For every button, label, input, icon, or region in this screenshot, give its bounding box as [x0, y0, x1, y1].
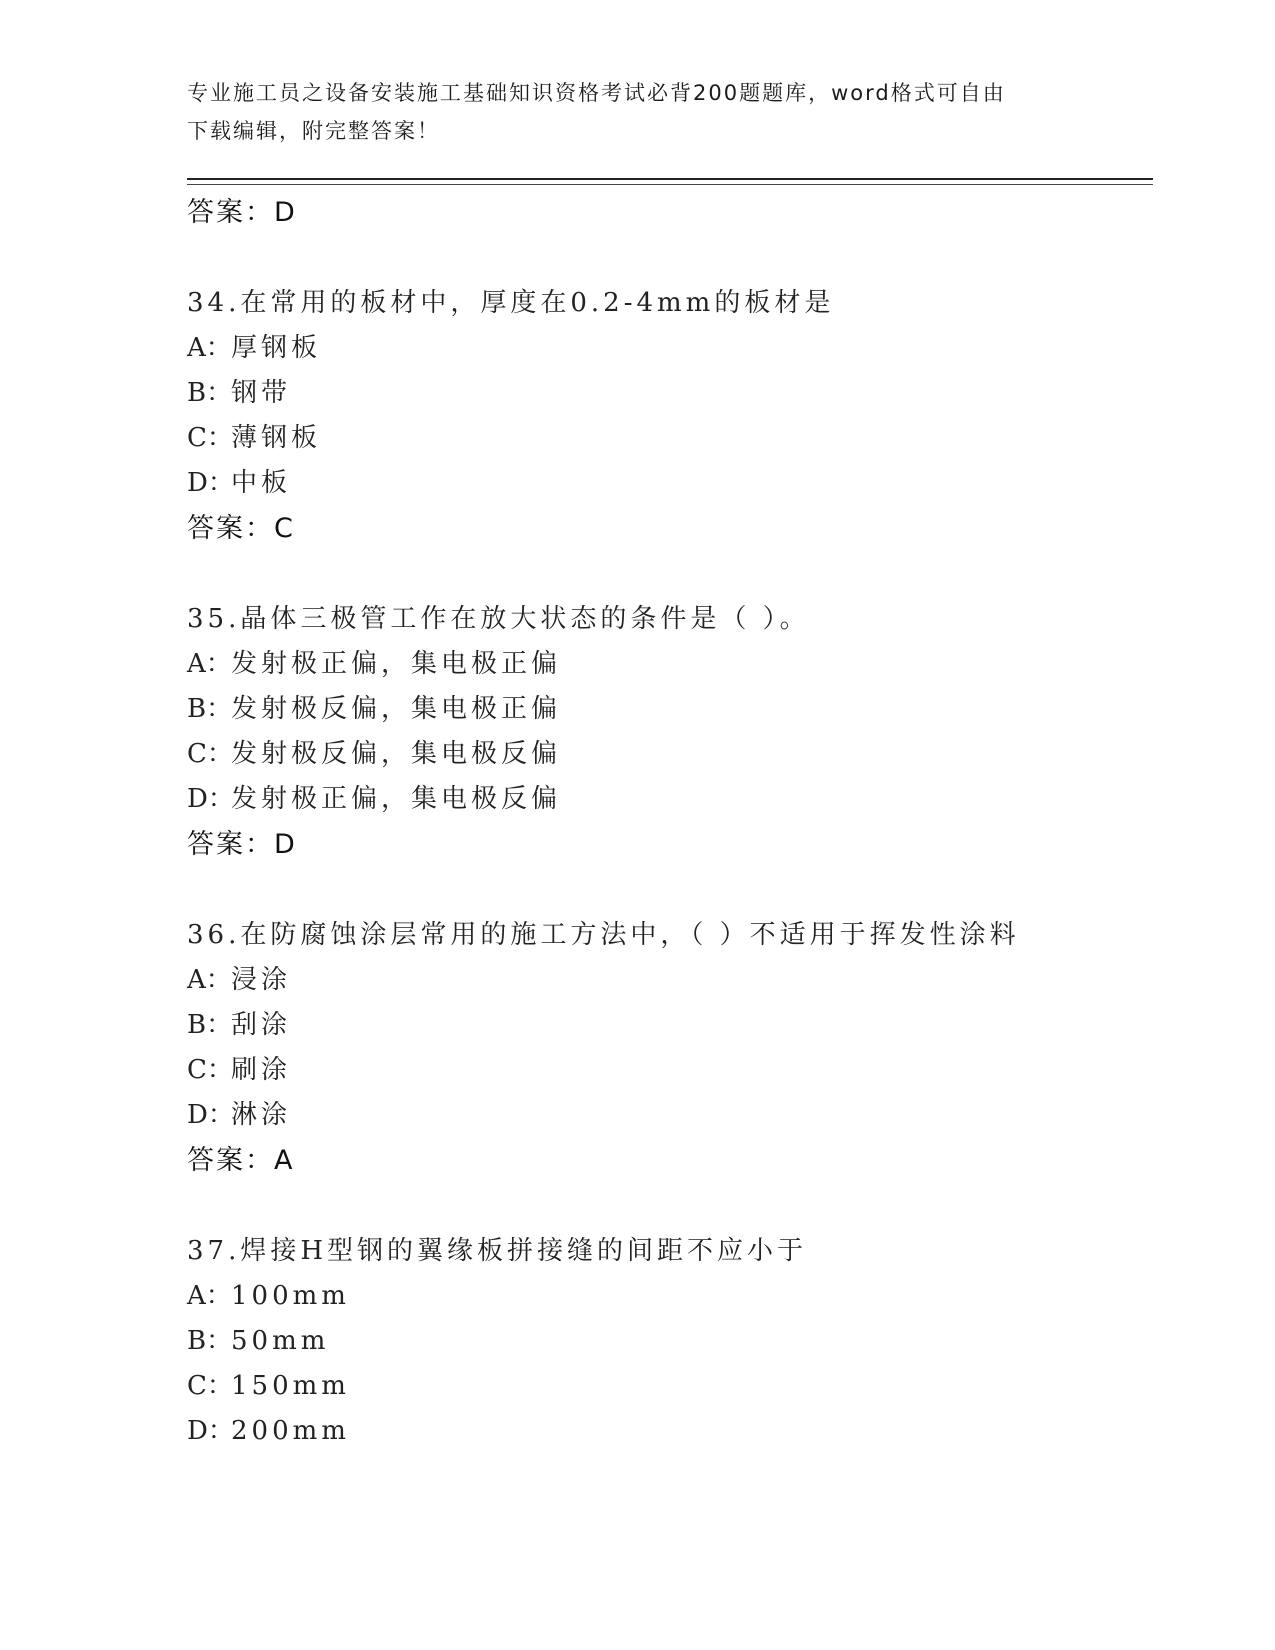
option-text: 发射极反偏，集电极反偏	[231, 739, 562, 769]
question-text: 35.晶体三极管工作在放大状态的条件是（ ）。	[187, 604, 810, 634]
option-letter: D：	[187, 468, 234, 498]
question-block	[187, 597, 1147, 867]
option-b	[187, 1319, 1147, 1364]
option-text: 刷涂	[231, 1055, 292, 1085]
option-text: 100mm	[231, 1281, 350, 1311]
answer-line: 答案：C	[187, 513, 295, 544]
option-letter: B：	[187, 1326, 233, 1356]
question-list	[187, 190, 1147, 1454]
option-a	[187, 958, 1147, 1003]
option-letter: D：	[187, 1100, 234, 1130]
answer-line: 答案：D	[187, 197, 297, 228]
question-text: 37.焊接H型钢的翼缘板拼接缝的间距不应小于	[187, 1236, 808, 1266]
option-text: 发射极正偏，集电极正偏	[231, 649, 562, 679]
option-c	[187, 416, 1147, 461]
option-c	[187, 1364, 1147, 1409]
header-divider-thick	[187, 178, 1153, 180]
question-block	[187, 1229, 1147, 1454]
option-c	[187, 1048, 1147, 1093]
question-block	[187, 281, 1147, 551]
option-text: 刮涂	[231, 1010, 292, 1040]
option-letter: B：	[187, 694, 233, 724]
option-text: 发射极正偏，集电极反偏	[231, 784, 562, 814]
option-letter: A：	[187, 965, 232, 995]
option-a	[187, 326, 1147, 371]
option-letter: D：	[187, 1416, 234, 1446]
option-text: 200mm	[231, 1416, 350, 1446]
option-c	[187, 732, 1147, 777]
option-letter: B：	[187, 1010, 233, 1040]
option-letter: C：	[187, 739, 233, 769]
option-d	[187, 1093, 1147, 1138]
header-divider-thin	[187, 184, 1153, 185]
option-letter: D：	[187, 784, 234, 814]
option-letter: A：	[187, 333, 232, 363]
option-text: 淋涂	[231, 1100, 292, 1130]
option-text: 薄钢板	[231, 423, 322, 453]
option-b	[187, 1003, 1147, 1048]
option-text: 50mm	[231, 1326, 330, 1356]
document-header	[187, 74, 1067, 150]
option-text: 中板	[231, 468, 292, 498]
option-d	[187, 777, 1147, 822]
question-text: 34.在常用的板材中，厚度在0.2-4mm的板材是	[187, 288, 835, 318]
question-block	[187, 913, 1147, 1183]
option-a	[187, 642, 1147, 687]
option-letter: C：	[187, 1371, 233, 1401]
option-b	[187, 371, 1147, 416]
option-text: 厚钢板	[231, 333, 322, 363]
option-b	[187, 687, 1147, 732]
answer-line: 答案：D	[187, 829, 297, 860]
option-letter: B：	[187, 378, 233, 408]
header-line-1: 专业施工员之设备安装施工基础知识资格考试必背200题题库，word格式可自由	[187, 81, 1006, 105]
option-text: 150mm	[231, 1371, 350, 1401]
option-text: 浸涂	[231, 965, 292, 995]
question-text: 36.在防腐蚀涂层常用的施工方法中，（ ）不适用于挥发性涂料	[187, 920, 1020, 950]
option-a	[187, 1274, 1147, 1319]
option-d	[187, 461, 1147, 506]
option-letter: A：	[187, 1281, 232, 1311]
answer-line: 答案：A	[187, 1145, 295, 1176]
option-text: 钢带	[231, 378, 292, 408]
header-line-2: 下载编辑，附完整答案！	[187, 119, 440, 143]
option-text: 发射极反偏，集电极正偏	[231, 694, 562, 724]
option-letter: C：	[187, 423, 233, 453]
option-d	[187, 1409, 1147, 1454]
option-letter: A：	[187, 649, 232, 679]
option-letter: C：	[187, 1055, 233, 1085]
